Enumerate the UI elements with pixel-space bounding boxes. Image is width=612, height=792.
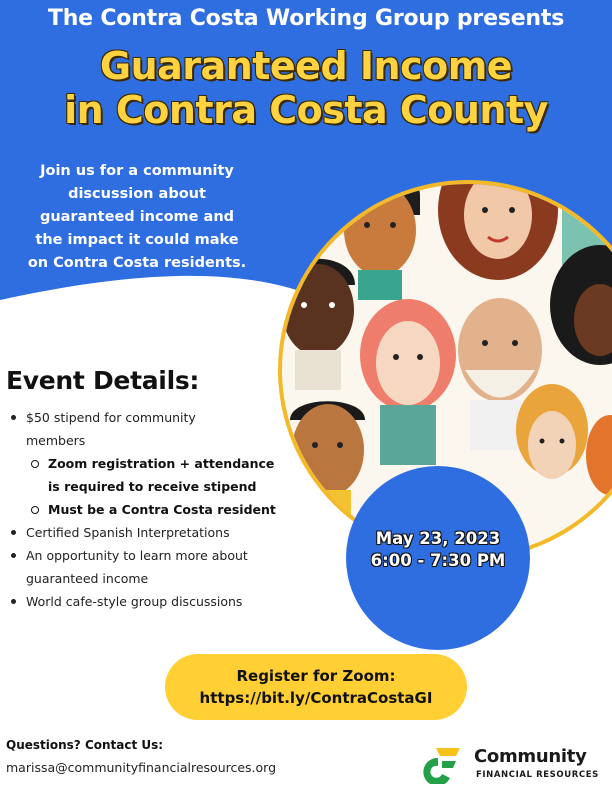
intro-paragraph — [14, 160, 260, 275]
list-subitem: Zoom registration + attendance is required to receive stipend — [8, 452, 298, 498]
event-details-list — [8, 406, 298, 613]
date-time-text — [346, 528, 530, 572]
presenter-line: The Contra Costa Working Group presents — [47, 6, 565, 31]
contact-email-link[interactable]: marissa@communityfinancialresources.org — [6, 760, 277, 775]
intro-line: guaranteed income and — [39, 209, 235, 225]
cfr-logo-icon — [416, 744, 466, 784]
event-date: May 23, 2023 — [375, 529, 501, 548]
event-time: 6:00 - 7:30 PM — [370, 551, 506, 570]
logo-subtitle: FINANCIAL RESOURCES — [476, 770, 599, 780]
register-button[interactable] — [165, 654, 467, 720]
list-item: Certified Spanish Interpretations — [8, 521, 298, 544]
contact-label: Questions? Contact Us: — [6, 738, 164, 752]
intro-line: the impact it could make — [35, 232, 239, 248]
event-details-heading: Event Details: — [6, 366, 200, 395]
register-label: Register for Zoom: — [236, 667, 396, 685]
list-item: World cafe-style group discussions — [8, 590, 298, 613]
headline-line-2: in Contra Costa County — [64, 88, 548, 132]
intro-line: discussion about — [68, 186, 206, 202]
list-item: An opportunity to learn more about guaranteed income — [8, 544, 298, 590]
list-subitem: Must be a Contra Costa resident — [8, 498, 298, 521]
headline-line-1: Guaranteed Income — [99, 44, 513, 88]
logo-name: Community — [474, 746, 587, 767]
list-item: $50 stipend for community members — [8, 406, 298, 452]
intro-line: Join us for a community — [40, 163, 234, 179]
intro-line: on Contra Costa residents. — [27, 255, 247, 271]
register-link[interactable]: https://bit.ly/ContraCostaGI — [199, 689, 433, 707]
